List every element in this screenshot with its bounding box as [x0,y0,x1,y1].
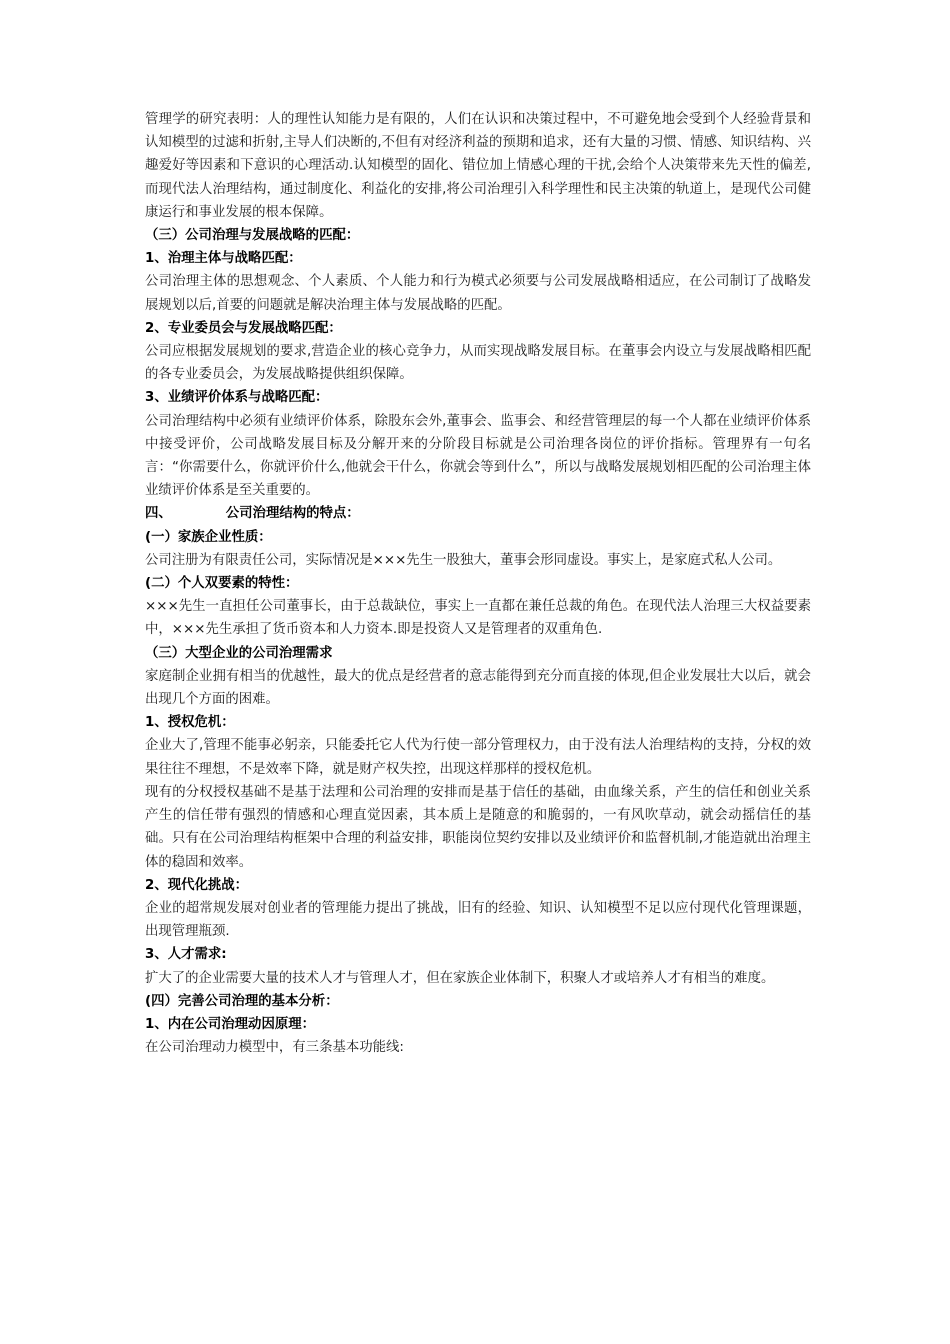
subsection-heading: 1、内在公司治理动因原理： [145,1016,316,1032]
subsection-heading: 1、授权危机： [145,715,235,731]
paragraph: 企业大了,管理不能事必躬亲，只能委托它人代为行使一部分管理权力，由于没有法人治理结构的支持，分权的效果往往不理想，不是效率下降，就是财产权失控，出现这样那样的授权危机。 [145,738,811,777]
paragraph: 在公司治理动力模型中，有三条基本功能线: [145,1040,404,1056]
document-page [145,108,811,1059]
subsection-heading: 2、现代化挑战： [145,877,249,893]
section-heading: （三）大型企业的公司治理需求 [145,645,333,661]
paragraph: 扩大了的企业需要大量的技术人才与管理人才，但在家族企业体制下，积聚人才或培养人才有相当的难度。 [145,970,775,986]
subsection-heading: 1、治理主体与战略匹配： [145,251,302,267]
section-heading: (四）完善公司治理的基本分析： [145,993,339,1009]
paragraph: 现有的分权授权基础不是基于法理和公司治理的安排而是基于信任的基础，由血缘关系，产生的信任和创业关系产生的信任带有强烈的情感和心理直觉因素，其本质上是随意的和脆弱的，一有风吹草动，就会动摇信任的基础。只有在公司治理结构框架中合理的利益安排，职能岗位契约安排以及业绩评价和监督机制,才能造就出治理主体的稳固和效率。 [145,784,811,870]
paragraph: 企业的超常规发展对创业者的管理能力提出了挑战，旧有的经验、知识、认知模型不足以应付现代化管理课题，出现管理瓶颈. [145,900,811,940]
paragraph-intro: 管理学的研究表明：人的理性认知能力是有限的，人们在认识和决策过程中，不可避免地会受到个人经验背景和认知模型的过滤和折射,主导人们决断的,不但有对经济利益的预期和追求，还有大量的习惯、情感、知识结构、兴趣爱好等因素和下意识的心理活动.认知模型的固化、错位加上情感心理的干扰,会给个人决策带来先天性的偏差,而现代法人治理结构，通过制度化、利益化的安排,将公司治理引入科学理性和民主决策的轨道上，是现代公司健康运行和事业发展的根本保障。 [145,112,811,220]
chapter-heading [145,502,811,525]
section-heading: (一）家族企业性质： [145,529,272,545]
paragraph: 公司治理主体的思想观念、个人素质、个人能力和行为模式必须要与公司发展战略相适应，在公司制订了战略发展规划以后,首要的问题就是解决治理主体与发展战略的匹配。 [145,274,811,313]
chapter-title: 公司治理结构的特点： [225,506,360,522]
chapter-number: 四、 [145,506,172,522]
subsection-heading: 3、业绩评价体系与战略匹配： [145,390,329,406]
subsection-heading: 3、人才需求: [145,947,227,963]
subsection-heading: 2、专业委员会与发展战略匹配： [145,320,342,336]
section-heading: （三）公司治理与发展战略的匹配： [145,228,360,244]
paragraph: 公司治理结构中必须有业绩评价体系，除股东会外,董事会、监事会、和经营管理层的每一个人都在业绩评价体系中接受评价，公司战略发展目标及分解开来的分阶段目标就是公司治理各岗位的评价指标。管理界有一句名言：“你需要什么，你就评价什么,他就会干什么，你就会等到什么”，所以与战略发展规划相匹配的公司治理主体业绩评价体系是至关重要的。 [145,413,811,499]
paragraph: 公司注册为有限责任公司，实际情况是×××先生一股独大，董事会形同虚设。事实上，是家庭式私人公司。 [145,552,782,568]
paragraph: ×××先生一直担任公司董事长，由于总裁缺位，事实上一直都在兼任总裁的角色。在现代法人治理三大权益要素中，×××先生承担了货币资本和人力资本.即是投资人又是管理者的双重角色. [145,599,811,638]
paragraph: 公司应根据发展规划的要求,营造企业的核心竞争力，从而实现战略发展目标。在董事会内设立与发展战略相匹配的各专业委员会，为发展战略提供组织保障。 [145,344,811,383]
section-heading: (二）个人双要素的特性： [145,576,299,592]
paragraph: 家庭制企业拥有相当的优越性，最大的优点是经营者的意志能得到充分而直接的体现,但企业发展壮大以后，就会出现几个方面的困难。 [145,668,811,708]
